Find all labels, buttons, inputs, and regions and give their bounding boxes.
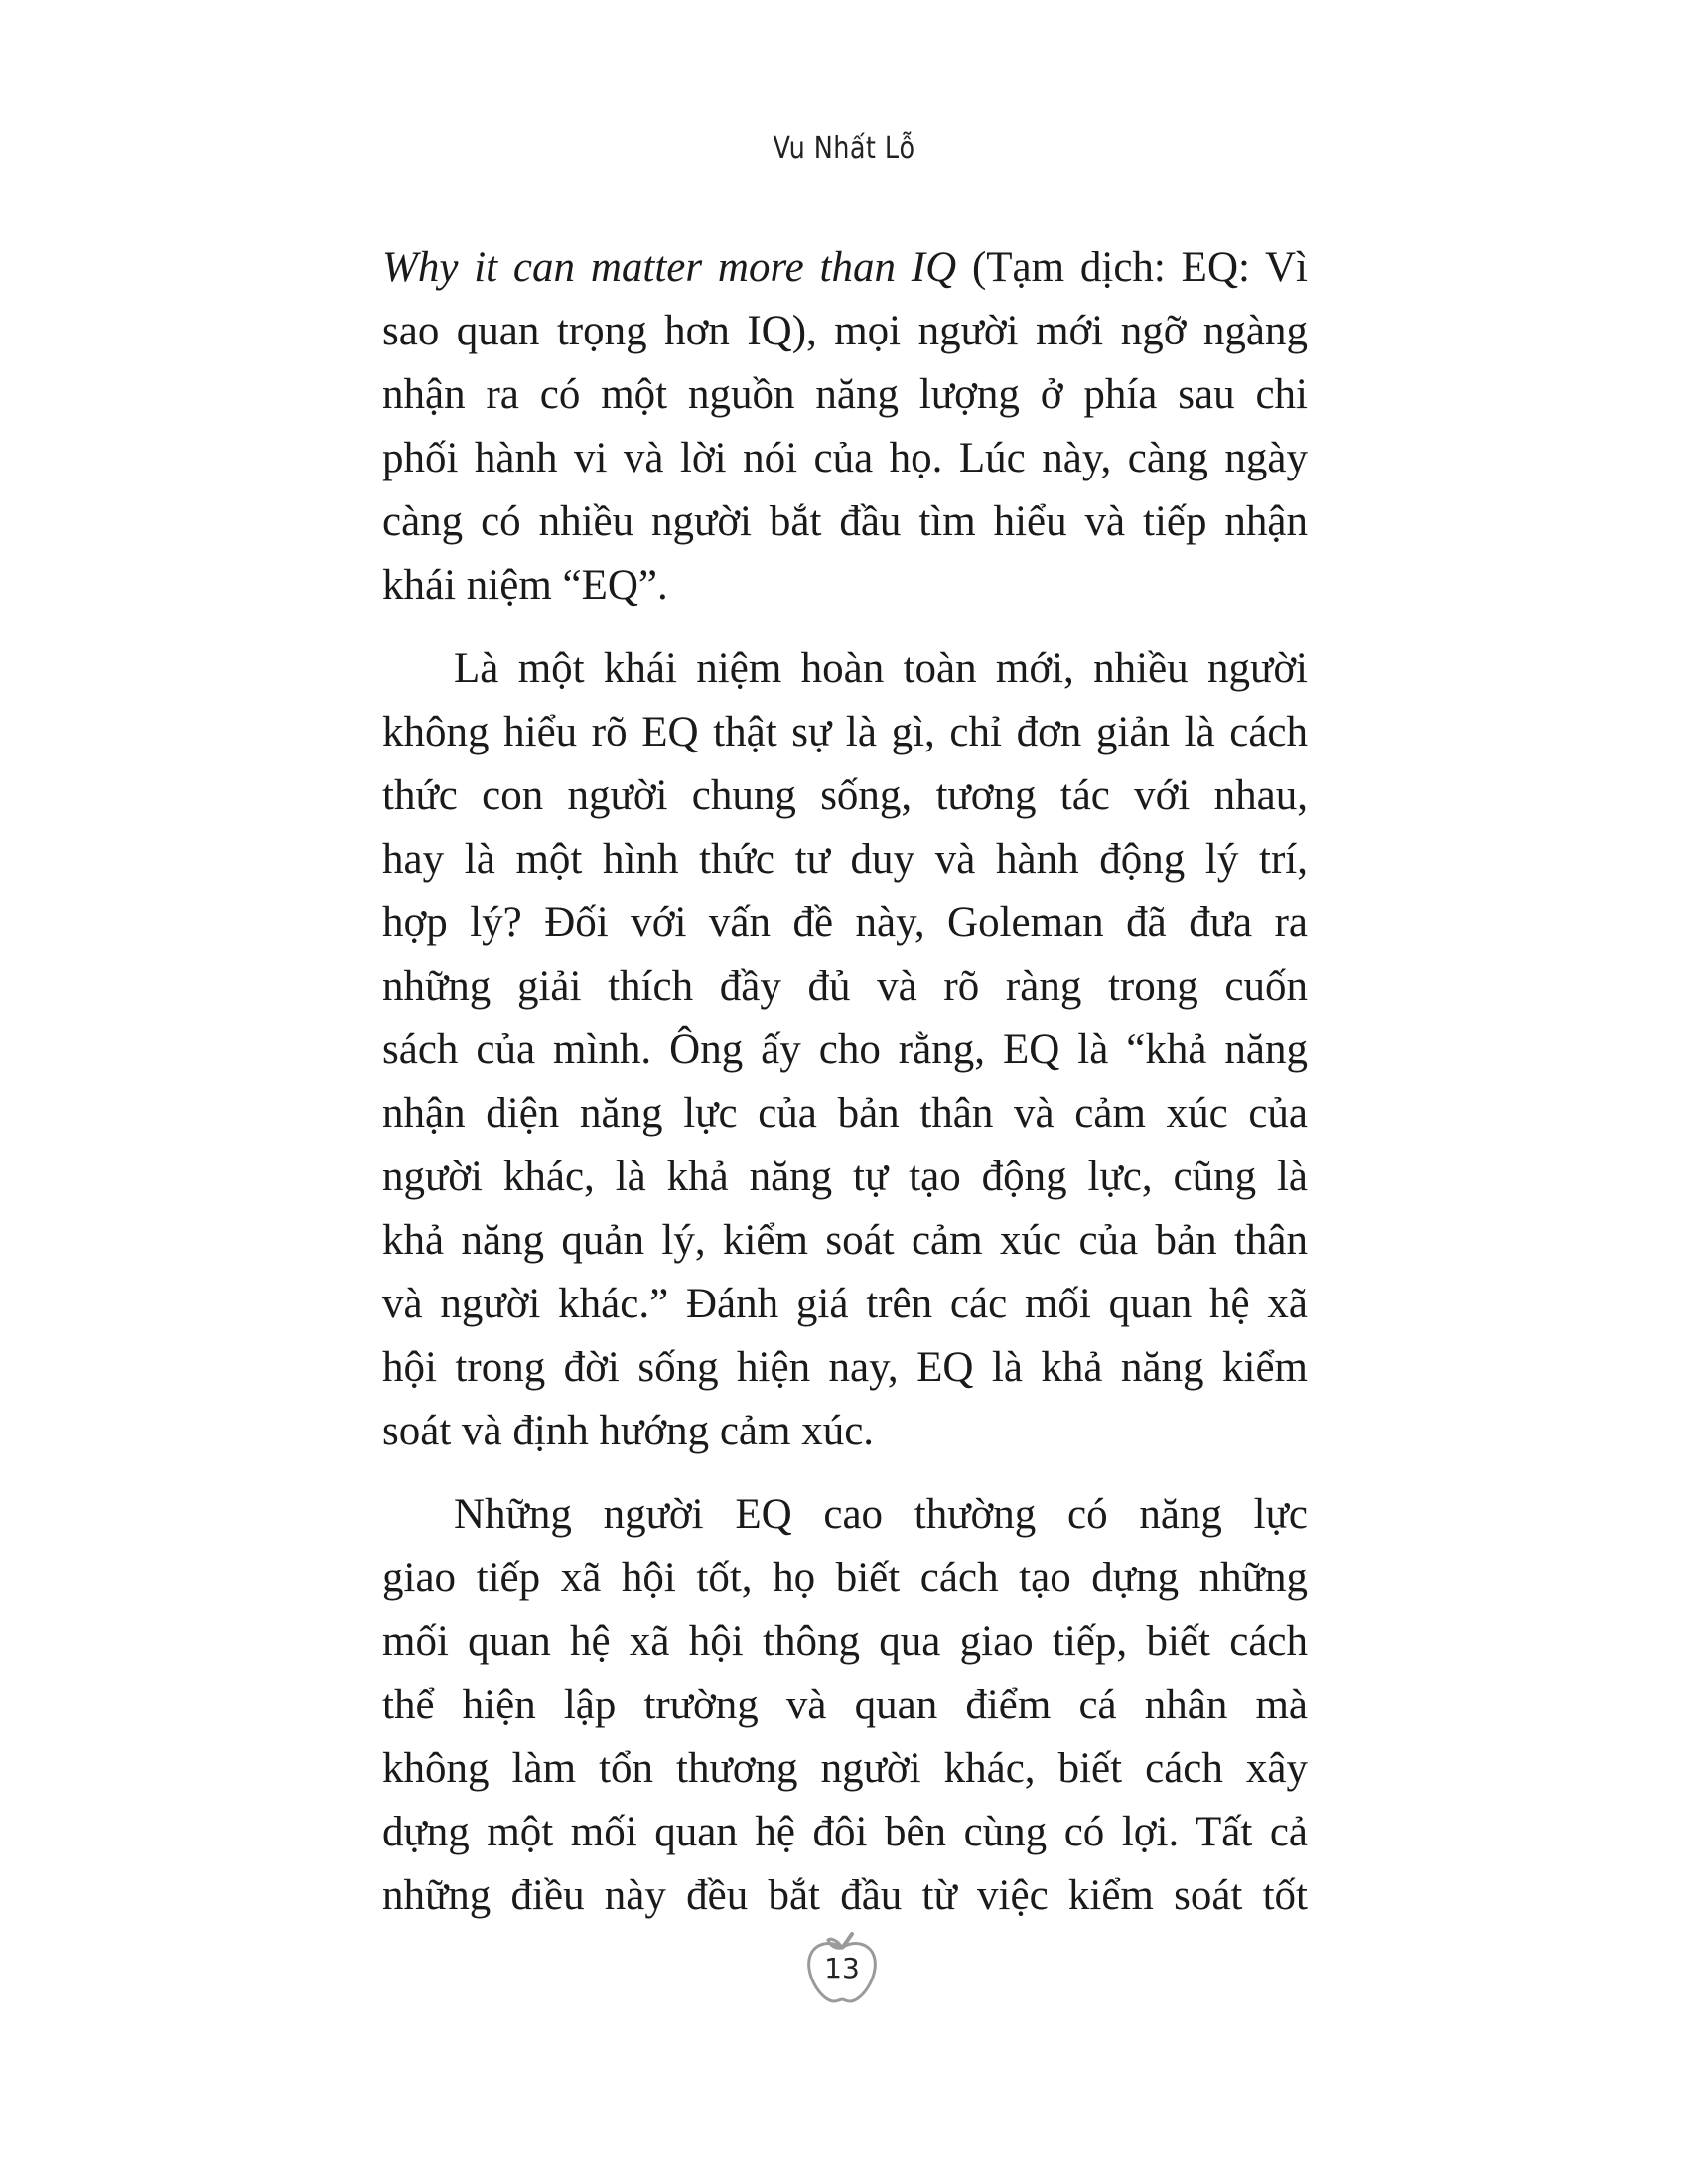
line-text: hội trong đời sống hiện nay, EQ là khả năng kiểm (382, 1344, 1308, 1391)
line-text: Là một khái niệm hoàn toàn mới, nhiều người (454, 645, 1308, 692)
line-text: sách của mình. Ông ấy cho rằng, EQ là “khả năng (382, 1026, 1308, 1073)
line-text: hay là một hình thức tư duy và hành động lý trí, (382, 836, 1308, 883)
line-text: phối hành vi và lời nói của họ. Lúc này, càng ngày (382, 435, 1308, 481)
line-text: những giải thích đầy đủ và rõ ràng trong cuốn (382, 963, 1308, 1010)
text-line (382, 1801, 1308, 1864)
line-text: giao tiếp xã hội tốt, họ biết cách tạo dựng những (382, 1555, 1308, 1601)
line-text: Những người EQ cao thường có năng lực (454, 1491, 1308, 1538)
text-line (382, 955, 1308, 1019)
text-line (382, 891, 1308, 955)
text-line (382, 554, 1308, 617)
text-line (382, 1483, 1308, 1547)
text-line (382, 1273, 1308, 1336)
line-text: không làm tổn thương người khác, biết cách xây (382, 1745, 1308, 1792)
line-text: những điều này đều bắt đầu từ việc kiểm soát tốt (382, 1872, 1308, 1919)
text-line (382, 1082, 1308, 1146)
line-text: (Tạm dịch: EQ: Vì (956, 244, 1308, 291)
line-text: nhận diện năng lực của bản thân và cảm xúc của (382, 1090, 1308, 1137)
body-text (382, 236, 1308, 1948)
line-text: dựng một mối quan hệ đôi bên cùng có lợi. Tất cả (382, 1809, 1308, 1855)
text-line (382, 1737, 1308, 1801)
book-title-italic: Why it can matter more than IQ (382, 244, 957, 291)
line-text: càng có nhiều người bắt đầu tìm hiểu và tiếp nhận (382, 498, 1308, 545)
text-line (382, 236, 1308, 300)
line-text: nhận ra có một nguồn năng lượng ở phía sau chi (382, 371, 1308, 418)
text-line (382, 1019, 1308, 1082)
text-line (382, 363, 1308, 427)
line-text: soát và định hướng cảm xúc. (382, 1408, 875, 1454)
text-line (382, 1547, 1308, 1610)
line-text: khả năng quản lý, kiểm soát cảm xúc của bản thân (382, 1217, 1308, 1264)
line-text: khái niệm “EQ”. (382, 562, 668, 609)
text-line (382, 701, 1308, 764)
line-text: sao quan trọng hơn IQ), mọi người mới ngỡ ngàng (382, 308, 1308, 354)
paragraph (382, 637, 1308, 1463)
line-text: hợp lý? Đối với vấn đề này, Goleman đã đưa ra (382, 899, 1308, 946)
text-line (382, 637, 1308, 701)
line-text: người khác, là khả năng tự tạo động lực, cũng là (382, 1154, 1308, 1200)
line-text: thức con người chung sống, tương tác với nhau, (382, 772, 1308, 819)
line-text: không hiểu rõ EQ thật sự là gì, chỉ đơn giản là cách (382, 709, 1308, 755)
text-line (382, 490, 1308, 554)
line-text: và người khác.” Đánh giá trên các mối quan hệ xã (382, 1281, 1308, 1327)
text-line (382, 764, 1308, 828)
page-number: 13 (824, 1952, 860, 1984)
text-line (382, 1674, 1308, 1737)
text-line (382, 1400, 1308, 1463)
text-line (382, 1610, 1308, 1674)
line-text: thể hiện lập trường và quan điểm cá nhân mà (382, 1682, 1308, 1728)
paragraph (382, 1483, 1308, 1928)
running-header: Vu Nhất Lỗ (773, 131, 915, 166)
text-line (382, 1864, 1308, 1928)
paragraph (382, 236, 1308, 617)
text-line (382, 1209, 1308, 1273)
page-number-badge (800, 1926, 884, 2009)
text-line (382, 300, 1308, 363)
text-line (382, 828, 1308, 891)
line-text: mối quan hệ xã hội thông qua giao tiếp, biết cách (382, 1618, 1308, 1665)
text-line (382, 1146, 1308, 1209)
text-line (382, 1336, 1308, 1400)
text-line (382, 427, 1308, 490)
